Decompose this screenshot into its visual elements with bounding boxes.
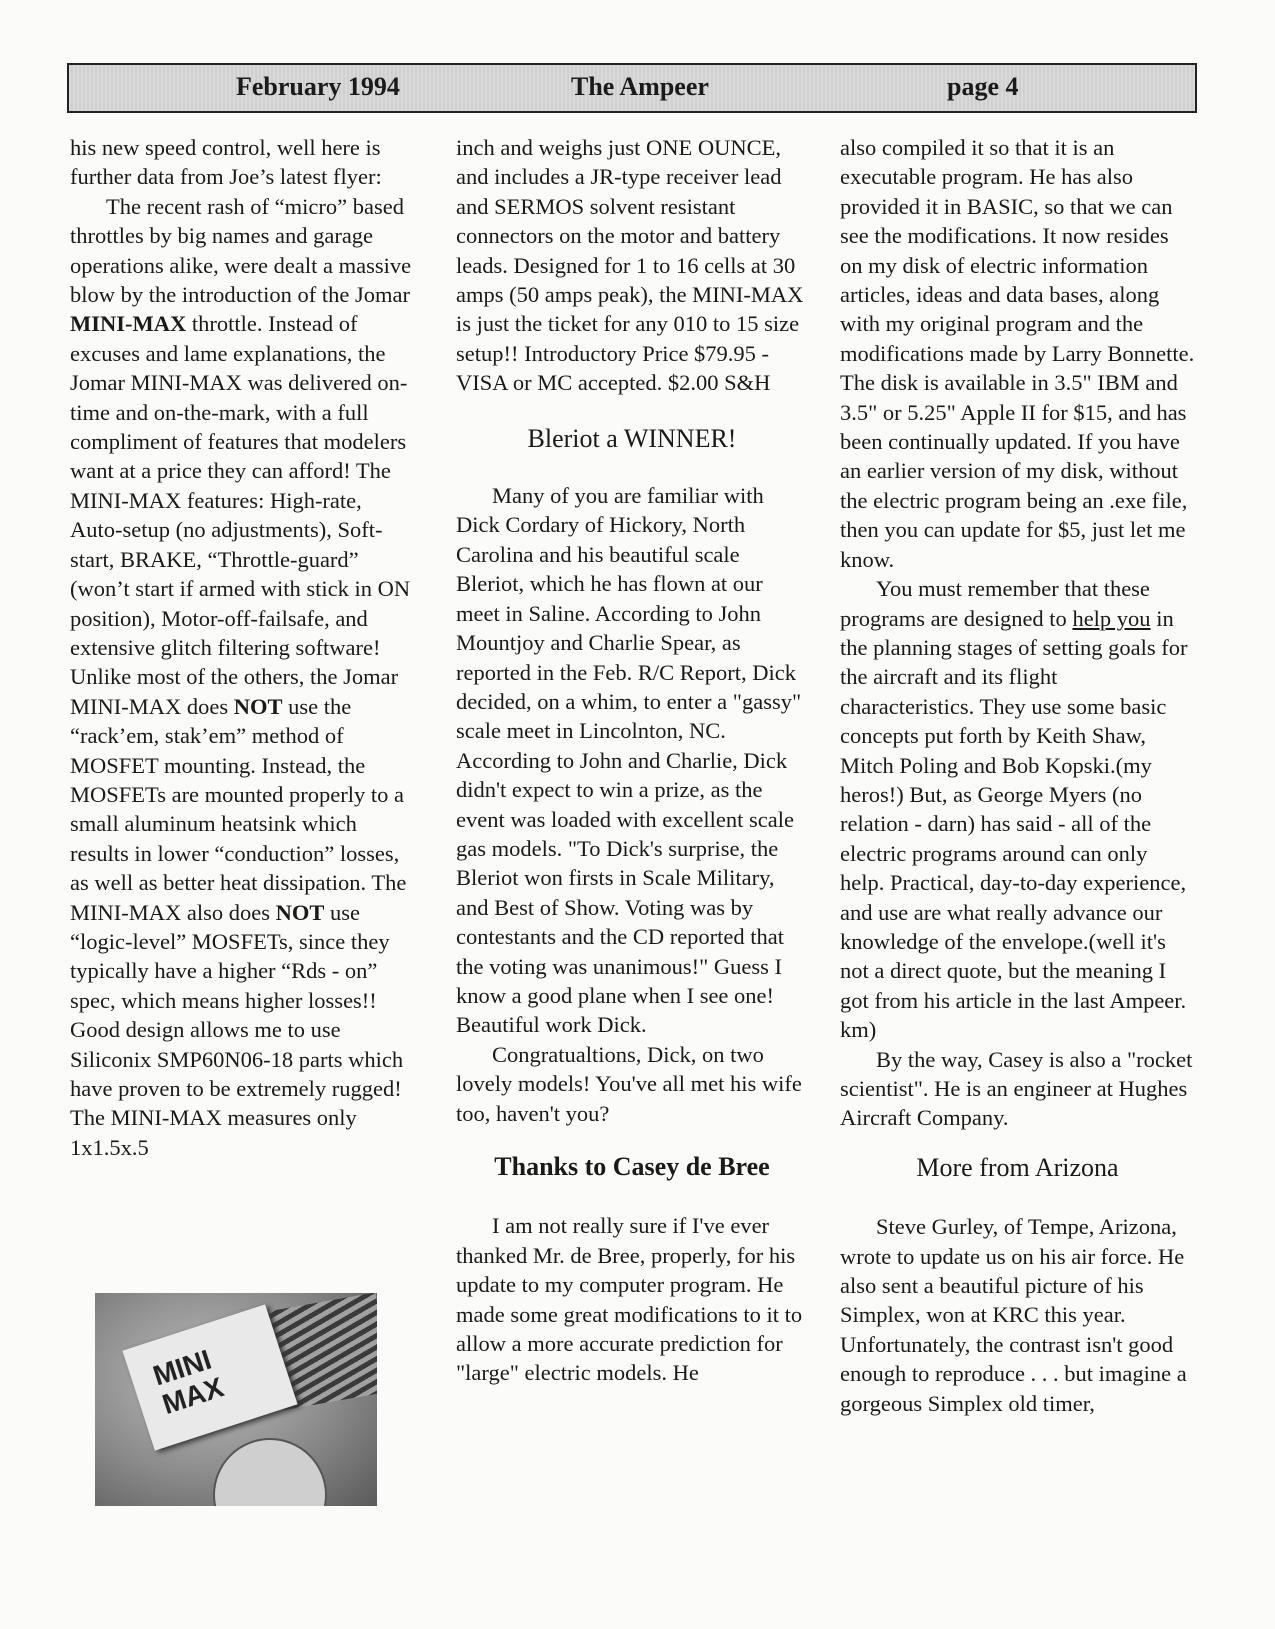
paragraph: By the way, Casey is also a "rocket scientist". He is an engineer at Hughes Aircraft Company. <box>840 1046 1193 1131</box>
header-date: February 1994 <box>236 72 400 101</box>
paragraph: Steve Gurley, of Tempe, Arizona, wrote to update us on his air force. He also sent a beautiful picture of his Simplex, won at KRC this year. Unfortunately, the contrast isn't good enough to reproduce . . . but imagine a gorgeous Simplex old timer, <box>840 1214 1187 1416</box>
column-2 <box>456 133 808 1388</box>
speed-control-graphic <box>122 1304 297 1450</box>
page-header <box>67 63 1197 113</box>
bold-text: NOT <box>275 899 325 925</box>
article-heading: Thanks to Casey de Bree <box>494 1152 770 1181</box>
header-page-number: page 4 <box>947 72 1019 101</box>
text-run: use “logic-level” MOSFETs, since they typically have a higher “Rds - on” spec, which means higher losses!! Good design allows me to use Siliconix SMP60N06-18 parts which have proven to be extremely rugged! The MINI-MAX measures only 1x1.5x.5 <box>70 899 404 1160</box>
paragraph: his new speed control, well here is further data from Joe’s latest flyer: <box>70 135 382 190</box>
bold-text: NOT <box>233 693 283 719</box>
text-run: You must remember that these programs are designed to <box>840 576 1150 631</box>
column-1 <box>70 133 415 1162</box>
paragraph: inch and weighs just ONE OUNCE, and includes a JR-type receiver lead and SERMOS solvent resistant connectors on the motor and battery leads. Designed for 1 to 16 cells at 30 amps (50 amps peak), the MINI-MAX is just the ticket for any 010 to 15 size setup!! Introductory Price $79.95 - VISA or MC accepted. $2.00 S&H <box>456 135 804 396</box>
article-heading: More from Arizona <box>916 1152 1119 1182</box>
bold-text: MINI-MAX <box>70 311 187 337</box>
paragraph <box>70 192 415 1162</box>
paragraph: Many of you are familiar with Dick Cordary of Hickory, North Carolina and his beautiful scale Bleriot, which he has flown at our meet in Saline. According to John Mountjoy and Charlie Spear, as reported in the Feb. R/C Report, Dick decided, on a whim, to enter a "gassy" scale meet in Lincolnton, NC. According to John and Charlie, Dick didn't expect to win a prize, as the event was loaded with excellent scale gas models. "To Dick's surprise, the Bleriot won firsts in Scale Military, and Best of Show. Voting was by contestants and the CD reported that the voting was unanimous!" Guess I know a good plane when I see one! Beautiful work Dick. <box>456 483 802 1038</box>
paragraph: also compiled it so that it is an executable program. He has also provided it in BASIC, so that we can see the modifications. It now resides on my disk of electric information articles, ideas and data bases, along with my original program and the modifications made by Larry Bonnette. The disk is available in 3.5" IBM and 3.5" or 5.25" Apple II for $15, and has been continually updated. If you have an earlier version of my disk, without the electric program being an .exe file, then you can update for $5, just let me know. <box>840 135 1195 572</box>
text-run: use the “rack’em, stak’em” method of MOSFET mounting. Instead, the MOSFETs are mounted properly to a small aluminum heatsink which results in lower “conduction” losses, as well as better heat dissipation. The MINI-MAX also does <box>70 693 407 925</box>
coin-graphic <box>213 1438 327 1506</box>
underlined-text: help you <box>1072 605 1151 631</box>
header-title: The Ampeer <box>571 72 709 101</box>
photo-label: MINI MAX <box>149 1343 228 1421</box>
paragraph: I am not really sure if I've ever thanked Mr. de Bree, properly, for his update to my computer program. He made some great modifications to it to allow a more accurate prediction for "large" electric models. He <box>456 1213 803 1386</box>
mini-max-photo <box>95 1293 377 1506</box>
paragraph: Congratualtions, Dick, on two lovely models! You've all met his wife too, haven't you? <box>456 1041 802 1126</box>
column-3 <box>840 133 1195 1418</box>
paragraph <box>840 574 1195 1045</box>
article-heading: Bleriot a WINNER! <box>527 423 737 453</box>
text-run: The recent rash of “micro” based throttles by big names and garage operations alike, were dealt a massive blow by the introduction of the Jomar <box>70 193 412 308</box>
text-run: throttle. Instead of excuses and lame explanations, the Jomar MINI-MAX was delivered on-time and on-the-mark, with a full compliment of features that modelers want at a price they can afford! The MINI-MAX features: High-rate, Auto-setup (no adjustments), Soft-start, BRAKE, “Throttle-guard” (won’t start if armed with stick in ON position), Motor-off-failsafe, and extensive glitch filtering software! Unlike most of the others, the Jomar MINI-MAX does <box>70 311 411 719</box>
text-run: in the planning stages of setting goals for the aircraft and its flight characteristics. They use some basic concepts put forth by Keith Shaw, Mitch Poling and Bob Kopski.(my heros!) But, as George Myers (no relation - darn) has said - all of the electric programs around can only help. Practical, day-to-day experience, and use are what really advance our knowledge of the envelope.(well it's not a direct quote, but the meaning I got from his article in the last Ampeer. km) <box>840 605 1188 1043</box>
